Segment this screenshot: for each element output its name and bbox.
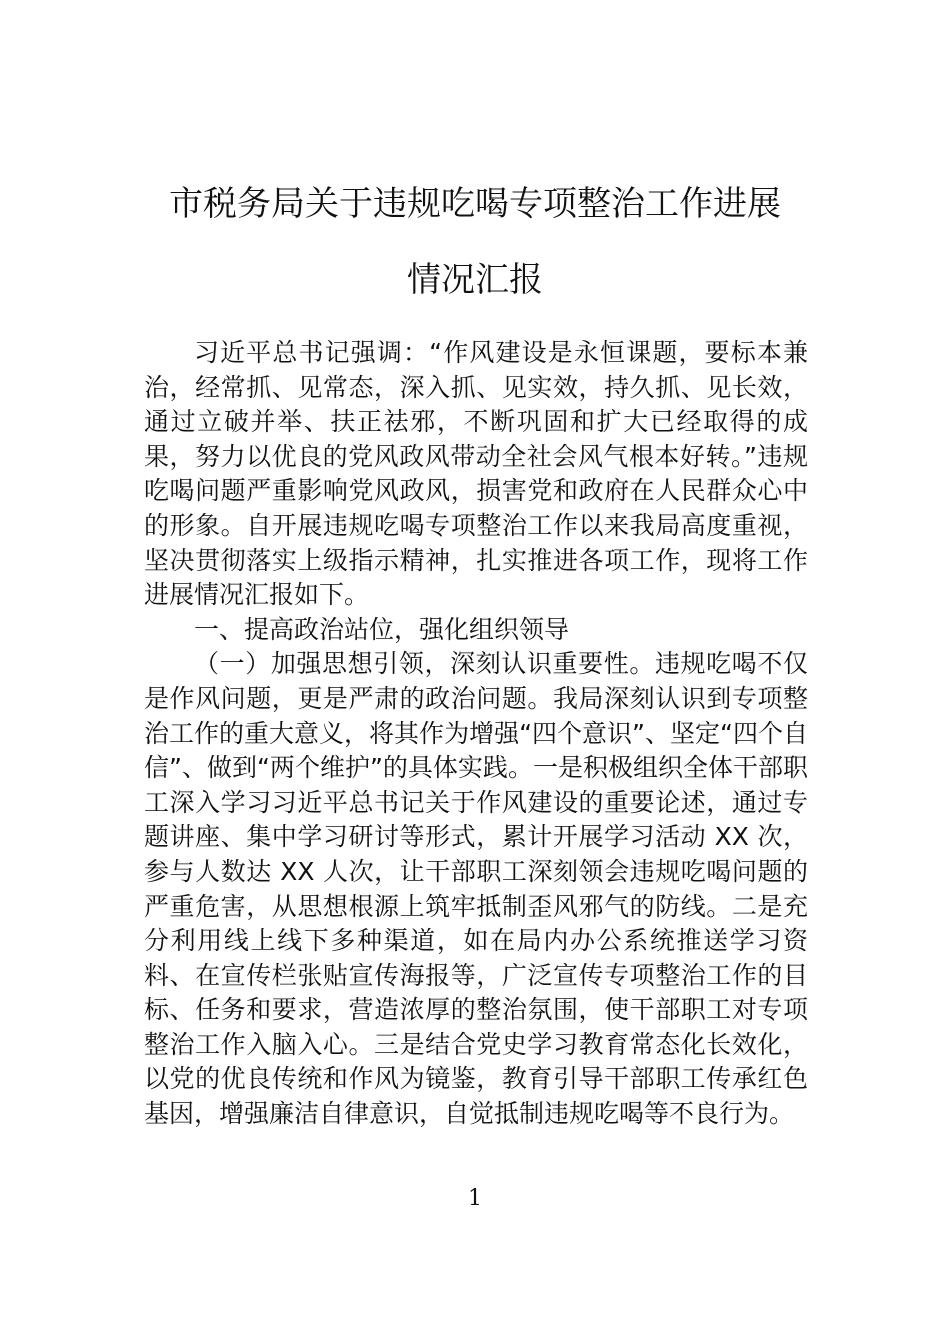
document-body (144, 336, 808, 1132)
subsection-paragraph: （一）加强思想引领，深刻认识重要性。违规吃喝不仅是作风问题，更是严肃的政治问题。我局深刻认识到专项整治工作的重大意义，将其作为增强“四个意识”、坚定“四个自信”、做到“两个维护”的具体实践。一是积极组织全体干部职工深入学习习近平总书记关于作风建设的重要论述，通过专题讲座、集中学习研讨等形式，累计开展学习活动 XX 次，参与人数达 XX 人次，让干部职工深刻领会违规吃喝问题的严重危害，从思想根源上筑牢抵制歪风邪气的防线。二是充分利用线上线下多种渠道，如在局内办公系统推送学习资料、在宣传栏张贴宣传海报等，广泛宣传专项整治工作的目标、任务和要求，营造浓厚的整治氛围，使干部职工对专项整治工作入脑入心。三是结合党史学习教育常态化长效化，以党的优良传统和作风为镜鉴，教育引导干部职工传承红色基因，增强廉洁自律意识，自觉抵制违规吃喝等不良行为。 (144, 649, 808, 1129)
section-heading: 一、提高政治站位，强化组织领导 (194, 614, 570, 644)
document-title (120, 166, 830, 318)
title-line-2: 情况汇报 (407, 260, 543, 300)
intro-paragraph: 习近平总书记强调：“作风建设是永恒课题，要标本兼治，经常抓、见常态，深入抓、见实效，持久抓、见长效，通过立破并举、扶正祛邪，不断巩固和扩大已经取得的成果，努力以优良的党风政风带动全社会风气根本好转。”违规吃喝问题严重影响党风政风，损害党和政府在人民群众心中的形象。自开展违规吃喝专项整治工作以来我局高度重视，坚决贯彻落实上级指示精神，扎实推进各项工作，现将工作进展情况汇报如下。 (144, 338, 808, 610)
title-line-1: 市税务局关于违规吃喝专项整治工作进展 (169, 184, 781, 224)
page-number: 1 (468, 1186, 482, 1211)
